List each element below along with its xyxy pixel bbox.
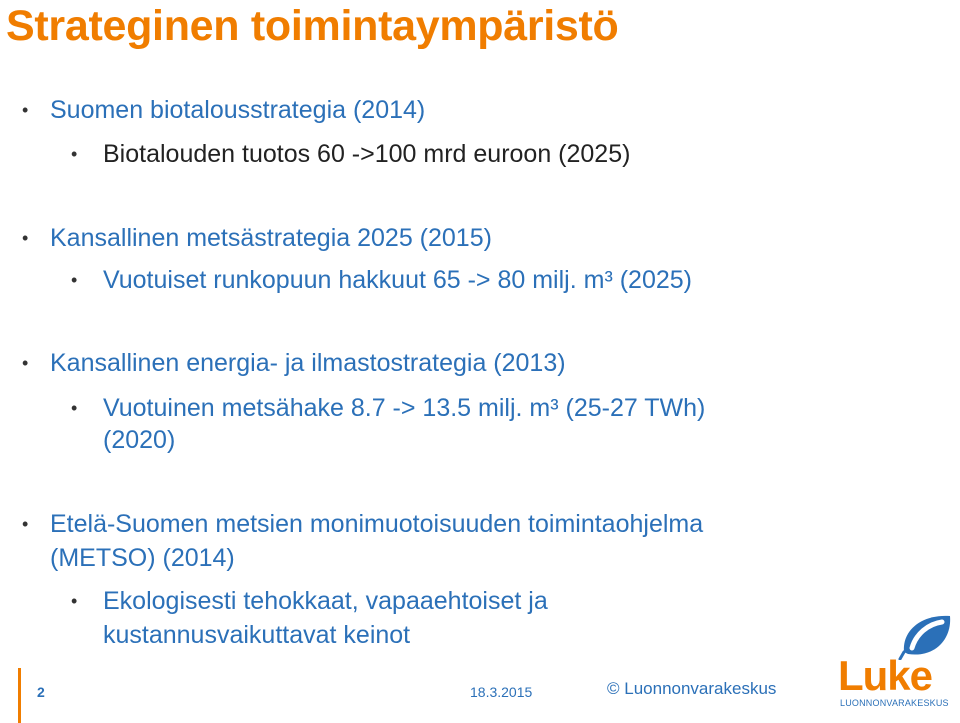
bullet-item [22, 94, 426, 127]
bullet-text: Suomen biotalousstrategia (2014) [50, 96, 426, 124]
bullet-dot-icon: • [22, 228, 29, 248]
footer-copyright: © Luonnonvarakeskus [607, 679, 777, 698]
bullet-item [22, 508, 704, 541]
logo-wordmark: Luke [838, 652, 933, 699]
bullet-dot-icon: • [71, 398, 78, 418]
bullet-text: kustannusvaikuttavat keinot [103, 621, 411, 649]
logo-subtitle: LUONNONVARAKESKUS [840, 698, 949, 708]
sub-bullet-item [71, 264, 692, 297]
bullet-dot-icon: • [71, 591, 78, 611]
bullet-dot-icon: • [22, 353, 29, 373]
sub-bullet-item [71, 392, 706, 425]
footer-date: 18.3.2015 [470, 684, 533, 700]
slide-title: Strateginen toimintaympäristö [6, 2, 619, 50]
bullet-item [22, 347, 566, 380]
bullet-dot-icon: • [71, 270, 78, 290]
bullet-text: (METSO) (2014) [50, 544, 235, 572]
luke-logo [838, 612, 954, 712]
bullet-text: Vuotuiset runkopuun hakkuut 65 -> 80 milj. m³ (2025) [103, 266, 692, 294]
bullet-text: Etelä-Suomen metsien monimuotoisuuden toimintaohjelma [50, 510, 704, 538]
sub-bullet-item [71, 138, 631, 171]
page-number: 2 [37, 684, 45, 700]
bullet-text: Ekologisesti tehokkaat, vapaaehtoiset ja [103, 587, 548, 615]
bullet-text: Kansallinen energia- ja ilmastostrategia (2013) [50, 349, 566, 377]
bullet-dot-icon: • [22, 514, 29, 534]
bullet-item [22, 222, 492, 255]
bullet-text: Vuotuinen metsähake 8.7 -> 13.5 milj. m³ (25-27 TWh) [103, 394, 706, 422]
bullet-text: Biotalouden tuotos 60 ->100 mrd euroon (2025) [103, 140, 631, 168]
sub-bullet-continuation [103, 424, 175, 457]
bullet-continuation [50, 542, 235, 575]
bullet-text: (2020) [103, 426, 176, 454]
bullet-dot-icon: • [22, 100, 29, 120]
footer-accent-bar [18, 668, 21, 723]
bullet-dot-icon: • [71, 144, 78, 164]
sub-bullet-item [71, 585, 548, 618]
sub-bullet-continuation [103, 619, 410, 652]
bullet-text: Kansallinen metsästrategia 2025 (2015) [50, 224, 492, 252]
